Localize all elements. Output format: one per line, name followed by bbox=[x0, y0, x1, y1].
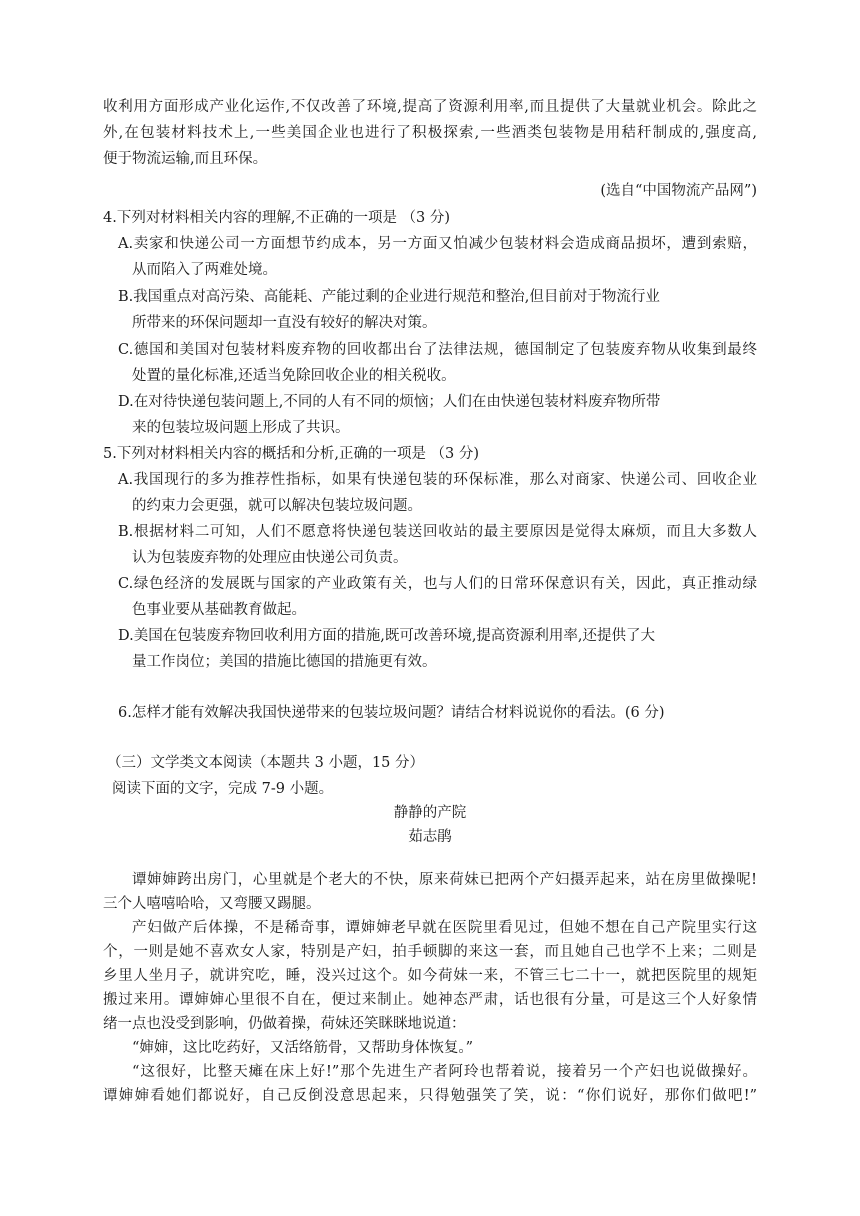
q5-option-d-line2: 量工作岗位；美国的措施比德国的措施更有效。 bbox=[132, 654, 437, 670]
story-line-1: 谭婶婶跨出房门，心里就是个老大的不快，原来荷妹已把两个产妇摄弄起来，站在房里做操呢! bbox=[132, 872, 757, 888]
q5-option-a-line2: 的约束力会更强，就可以解决包装垃圾问题。 bbox=[132, 498, 422, 514]
q5-option-b-line1: B.根据材料二可知，人们不愿意将快递包装送回收站的最主要原因是觉得太麻烦，而且大多数人 bbox=[118, 524, 757, 540]
q5-option-c-line2: 色事业要从基础教育做起。 bbox=[132, 602, 306, 618]
q4-option-d-line2: 来的包装垃圾问题上形成了共识。 bbox=[132, 420, 350, 436]
story-title: 静静的产院 bbox=[393, 805, 467, 821]
passage-line-1: 收利用方面形成产业化运作,不仅改善了环境,提高了资源利用率,而且提供了大量就业机会。除此之 bbox=[103, 99, 757, 115]
story-line-9: “这很好，比整天瘫在床上好!”那个先进生产者阿玲也帮着说，接着另一个产妇也说做操好。 bbox=[132, 1064, 757, 1080]
section-3-instruction: 阅读下面的文字，完成 7-9 小题。 bbox=[112, 781, 334, 797]
story-line-5: 乡里人坐月子，就讲究吃，睡，没兴过这个。如今荷妹一来，不管三七二十一，就把医院里的规矩 bbox=[103, 968, 757, 984]
section-3-heading: （三）文学类文本阅读（本题共 3 小题，15 分） bbox=[107, 755, 425, 771]
q4-option-c-line1: C.德国和美国对包装材料废弃物的回收都出台了法律法规，德国制定了包装废弃物从收集到最终 bbox=[118, 342, 757, 358]
q4-option-a-line1: A.卖家和快递公司一方面想节约成本，另一方面又怕减少包装材料会造成商品损坏，遭到索赔， bbox=[118, 236, 757, 252]
question-5-stem: 5.下列对材料相关内容的概括和分析,正确的一项是 （3 分) bbox=[103, 446, 480, 462]
story-line-7: 绪一点也没受到影响，仍做着操，荷妹还笑眯眯地说道： bbox=[103, 1016, 466, 1032]
q4-option-b-line1: B.我国重点对高污染、高能耗、产能过剩的企业进行规范和整治,但目前对于物流行业 bbox=[118, 289, 660, 305]
q4-option-a-line2: 从而陷入了两难处境。 bbox=[132, 262, 277, 278]
q4-option-c-line2: 处置的量化标准,还适当免除回收企业的相关税收。 bbox=[132, 368, 456, 384]
question-4-stem: 4.下列对材料相关内容的理解,不正确的一项是 （3 分) bbox=[103, 210, 451, 226]
passage-line-3: 便于物流运输,而且环保。 bbox=[103, 151, 268, 167]
q5-option-d-line1: D.美国在包装废弃物回收利用方面的措施,既可改善环境,提高资源利用率,还提供了大 bbox=[118, 628, 656, 644]
story-line-2: 三个人嘻嘻哈哈，又弯腰又踢腿。 bbox=[103, 896, 321, 912]
story-line-3: 产妇做产后体操，不是稀奇事，谭婶婶老早就在医院里看见过，但她不想在自己产院里实行这 bbox=[132, 920, 757, 936]
story-line-10: 谭婶婶看她们都说好，自己反倒没意思起来，只得勉强笑了笑，说：“你们说好，那你们做吧!” bbox=[103, 1088, 757, 1104]
story-line-6: 搬过来用。谭婶婶心里很不自在，便过来制止。她神态严肃，话也很有分量，可是这三个人好象情 bbox=[103, 992, 757, 1008]
story-line-8: “婶婶，这比吃药好，又活络筋骨，又帮助身体恢复。” bbox=[132, 1040, 474, 1056]
q5-option-a-line1: A.我国现行的多为推荐性指标，如果有快递包装的环保标准，那么对商家、快递公司、回收企业 bbox=[118, 472, 757, 488]
passage-line-2: 外,在包装材料技术上,一些美国企业也进行了积极探索,一些酒类包装物是用秸秆制成的,强度高, bbox=[103, 125, 757, 141]
q5-option-b-line2: 认为包装废弃物的处理应由快递公司负责。 bbox=[132, 550, 408, 566]
passage-source: (选自“中国物流产品网”) bbox=[600, 183, 757, 199]
question-6-stem: 6.怎样才能有效解决我国快递带来的包装垃圾问题？请结合材料说说你的看法。(6 分) bbox=[118, 705, 665, 721]
story-author: 茹志鹃 bbox=[408, 829, 452, 845]
q4-option-b-line2: 所带来的环保问题却一直没有较好的解决对策。 bbox=[132, 315, 437, 331]
q5-option-c-line1: C.绿色经济的发展既与国家的产业政策有关，也与人们的日常环保意识有关，因此，真正推动绿 bbox=[118, 576, 757, 592]
story-line-4: 个，一则是她不喜欢女人家，特别是产妇，拍手顿脚的来这一套，而且她自己也学不上来；二则是 bbox=[103, 944, 757, 960]
q4-option-d-line1: D.在对待快递包装问题上,不同的人有不同的烦恼；人们在由快递包装材料废弃物所带 bbox=[118, 394, 661, 410]
